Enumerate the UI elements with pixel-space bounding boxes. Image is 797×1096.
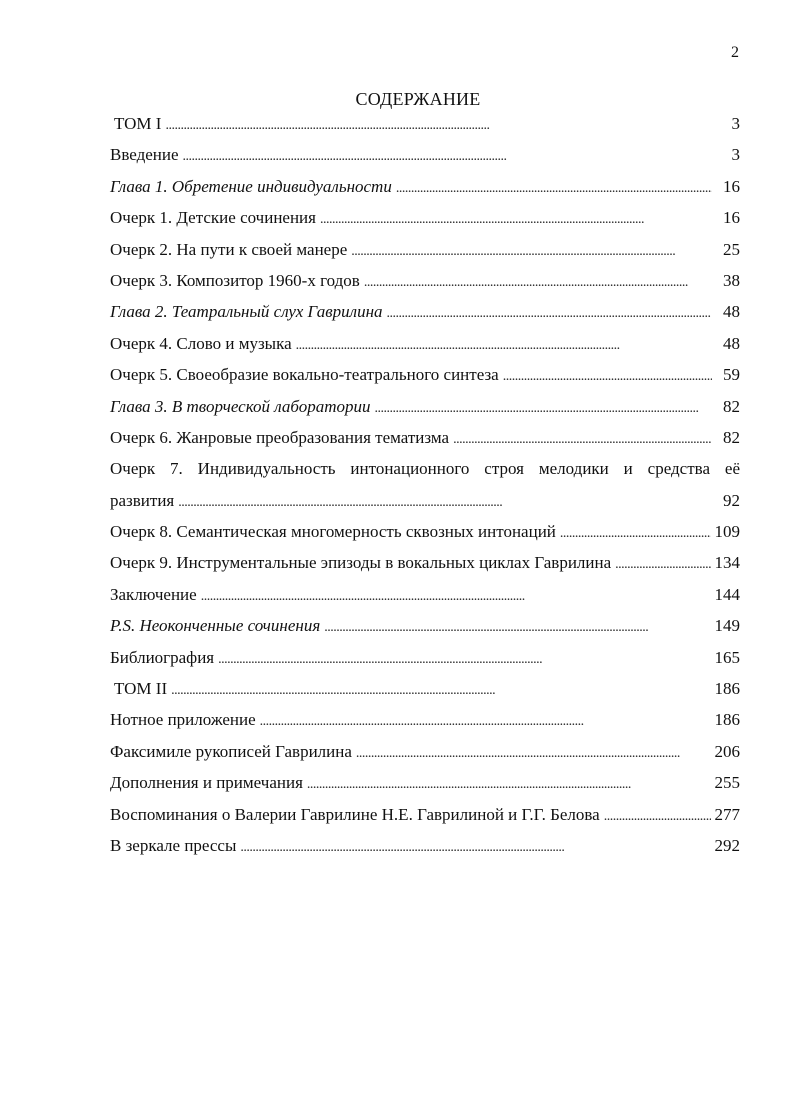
toc-entry-label: Очерк 2. На пути к своей манере: [110, 239, 348, 259]
toc-entry-page: 82: [723, 396, 740, 416]
toc-entry-page: 16: [723, 208, 740, 228]
toc-entry-label: Очерк 9. Инструментальные эпизоды в вокальных циклах Гаврилина: [110, 553, 612, 573]
toc-entry-essay-7-line-1[interactable]: [110, 453, 740, 484]
dot-leader: [351, 236, 712, 267]
toc-entry-page: 255: [714, 773, 740, 793]
dot-leader: [320, 204, 712, 235]
toc-entry-essay-5[interactable]: [110, 359, 740, 390]
dot-leader: [396, 173, 712, 204]
toc-entry-chapter-3[interactable]: [110, 391, 740, 422]
toc-entry-label: Заключение: [110, 584, 197, 604]
dot-leader: [604, 801, 711, 832]
dot-leader: [183, 141, 712, 172]
toc-entry-label: Воспоминания о Валерии Гаврилине Н.Е. Гаврилиной и Г.Г. Белова: [110, 804, 600, 824]
toc-entry-page: 186: [714, 679, 740, 699]
toc-entry-page: 206: [714, 741, 740, 761]
toc-entry-label: Глава 1. Обретение индивидуальности: [110, 176, 392, 196]
dot-leader: [296, 330, 712, 361]
toc-entry-label: Нотное приложение: [110, 710, 256, 730]
toc-entry-page: 3: [731, 145, 740, 165]
toc-entry-page: 149: [714, 616, 740, 636]
toc-entry-essay-4[interactable]: [110, 328, 740, 359]
toc-entry-label: Очерк 7. Индивидуальность интонационного строя мелодики и средства её: [110, 459, 740, 479]
dot-leader: [356, 738, 711, 769]
table-of-contents: [110, 108, 740, 861]
toc-entry-essay-1[interactable]: [110, 202, 740, 233]
dot-leader: [171, 675, 710, 706]
toc-entry-ps[interactable]: [110, 610, 740, 641]
toc-entry-page: 92: [723, 490, 740, 510]
dot-leader: [503, 361, 712, 392]
toc-entry-essay-3[interactable]: [110, 265, 740, 296]
page-title: СОДЕРЖАНИЕ: [355, 89, 481, 109]
toc-entry-page: 134: [714, 553, 740, 573]
toc-entry-bibliography[interactable]: [110, 642, 740, 673]
toc-entry-chapter-1[interactable]: [110, 171, 740, 202]
toc-entry-essay-2[interactable]: [110, 234, 740, 265]
toc-entry-tom-1[interactable]: [110, 108, 740, 139]
toc-entry-page: 109: [714, 522, 740, 542]
dot-leader: [387, 298, 712, 329]
toc-entry-label: ТОМ I: [114, 114, 162, 133]
toc-entry-page: 186: [714, 710, 740, 730]
toc-entry-page: 16: [723, 176, 740, 196]
toc-entry-essay-7-line-2[interactable]: [110, 485, 740, 516]
dot-leader: [375, 393, 713, 424]
toc-entry-label: Дополнения и примечания: [110, 773, 303, 793]
dot-leader: [178, 487, 712, 518]
toc-entry-page: 292: [714, 835, 740, 855]
toc-entry-press[interactable]: [110, 830, 740, 861]
toc-entry-label: Очерк 3. Композитор 1960-х годов: [110, 270, 360, 290]
dot-leader: [324, 612, 710, 643]
page-number: 2: [731, 44, 739, 61]
toc-entry-label: В зеркале прессы: [110, 835, 237, 855]
toc-entry-chapter-2[interactable]: [110, 296, 740, 327]
toc-entry-label: Очерк 4. Слово и музыка: [110, 333, 292, 353]
toc-entry-page: 165: [714, 647, 740, 667]
toc-entry-facsimiles[interactable]: [110, 736, 740, 767]
dot-leader: [260, 706, 711, 737]
dot-leader: [560, 518, 711, 549]
toc-entry-page: 3: [731, 114, 740, 133]
toc-entry-tom-2[interactable]: [110, 673, 740, 704]
toc-entry-page: 48: [723, 302, 740, 322]
dot-leader: [240, 832, 710, 863]
toc-entry-conclusion[interactable]: [110, 579, 740, 610]
toc-entry-label: P.S. Неоконченные сочинения: [110, 616, 321, 636]
toc-entry-label: ТОМ II: [114, 679, 168, 699]
toc-entry-page: 48: [723, 333, 740, 353]
toc-entry-label: Очерк 5. Своеобразие вокально-театрального синтеза: [110, 365, 499, 385]
dot-leader: [615, 549, 710, 580]
dot-leader: [453, 424, 712, 455]
toc-entry-page: 25: [723, 239, 740, 259]
toc-entry-music-appendix[interactable]: [110, 704, 740, 735]
toc-entry-essay-9[interactable]: [110, 547, 740, 578]
toc-entry-introduction[interactable]: [110, 139, 740, 170]
toc-entry-label: развития: [110, 490, 175, 510]
toc-entry-label: Глава 2. Театральный слух Гаврилина: [110, 302, 383, 322]
toc-entry-label: Очерк 1. Детские сочинения: [110, 208, 316, 228]
toc-entry-label: Введение: [110, 145, 179, 165]
toc-entry-label: Факсимиле рукописей Гаврилина: [110, 741, 352, 761]
toc-entry-page: 277: [714, 804, 740, 824]
toc-entry-supplements[interactable]: [110, 767, 740, 798]
toc-entry-essay-8[interactable]: [110, 516, 740, 547]
toc-entry-label: Глава 3. В творческой лаборатории: [110, 396, 371, 416]
toc-entry-memoirs[interactable]: [110, 799, 740, 830]
dot-leader: [165, 110, 712, 141]
toc-entry-page: 38: [723, 270, 740, 290]
dot-leader: [201, 581, 711, 612]
toc-entry-page: 59: [723, 365, 740, 385]
dot-leader: [364, 267, 712, 298]
toc-entry-label: Очерк 8. Семантическая многомерность сквозных интонаций: [110, 522, 556, 542]
toc-entry-page: 82: [723, 427, 740, 447]
toc-entry-label: Библиография: [110, 647, 215, 667]
dot-leader: [218, 644, 710, 675]
toc-entry-essay-6[interactable]: [110, 422, 740, 453]
dot-leader: [307, 769, 711, 800]
toc-entry-label: Очерк 6. Жанровые преобразования тематизма: [110, 427, 450, 447]
toc-entry-page: 144: [714, 584, 740, 604]
